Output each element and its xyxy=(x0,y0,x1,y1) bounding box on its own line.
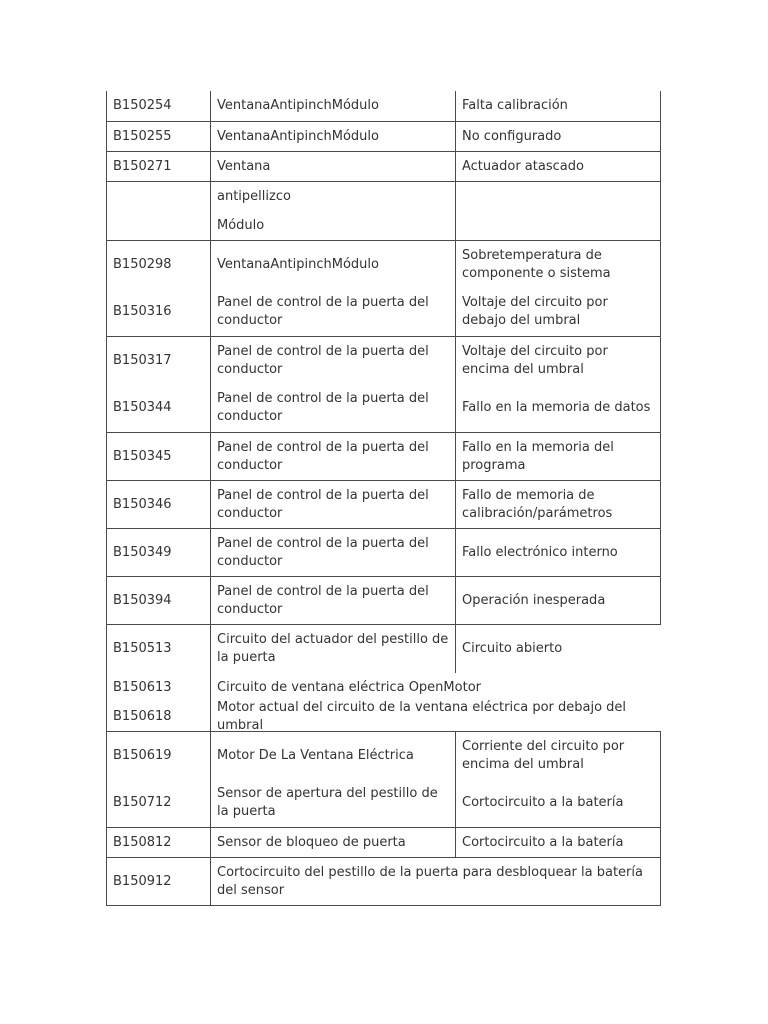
dtc-code: B150316 xyxy=(106,288,211,336)
dtc-description: No configurado xyxy=(455,122,661,151)
dtc-description xyxy=(455,182,661,211)
dtc-component: antipellizco xyxy=(217,188,291,204)
dtc-description: Actuador atascado xyxy=(455,152,661,181)
table-row xyxy=(106,779,661,827)
table-row xyxy=(106,857,661,906)
dtc-code: B150317 xyxy=(106,337,211,384)
dtc-description: Fallo en la memoria de datos xyxy=(455,384,661,432)
dtc-code: B150349 xyxy=(106,529,211,576)
dtc-description: Fallo electrónico interno xyxy=(455,529,661,576)
dtc-code: B150255 xyxy=(106,122,211,151)
dtc-description: Corriente del circuito por encima del umbral xyxy=(455,732,661,779)
dtc-description: Circuito abierto xyxy=(455,625,661,673)
table-row xyxy=(106,336,661,384)
dtc-code: B150513 xyxy=(106,625,211,673)
table-row xyxy=(106,211,661,240)
dtc-code: B150271 xyxy=(106,152,211,181)
table-row xyxy=(106,624,661,673)
dtc-code: B150298 xyxy=(106,241,211,288)
dtc-description: Fallo en la memoria del programa xyxy=(455,433,661,480)
dtc-code: B150345 xyxy=(106,433,211,480)
dtc-component: Ventana xyxy=(217,158,271,174)
dtc-code: B150613 xyxy=(106,673,211,702)
table-row xyxy=(106,480,661,528)
dtc-component: Panel de control de la puerta del conductor xyxy=(217,391,429,424)
dtc-component: Sensor de apertura del pestillo de la puerta xyxy=(217,786,438,819)
dtc-description: Operación inesperada xyxy=(455,577,661,624)
dtc-component: Motor actual del circuito de la ventana eléctrica por debajo del umbral xyxy=(217,699,627,733)
dtc-component: Módulo xyxy=(217,217,265,233)
dtc-component: Circuito de ventana eléctrica OpenMotor xyxy=(217,679,481,695)
table-row xyxy=(106,699,661,733)
dtc-code: B150812 xyxy=(106,828,211,857)
dtc-description: Fallo de memoria de calibración/parámetros xyxy=(455,481,661,528)
dtc-component: Panel de control de la puerta del conductor xyxy=(217,487,429,521)
table-row xyxy=(106,732,661,779)
dtc-code: B150344 xyxy=(106,384,211,432)
dtc-component: Panel de control de la puerta del conductor xyxy=(217,583,429,617)
dtc-code: B150712 xyxy=(106,779,211,827)
dtc-code: B150619 xyxy=(106,732,211,779)
table-row xyxy=(106,91,661,121)
dtc-table xyxy=(106,91,661,906)
dtc-component: Sensor de bloqueo de puerta xyxy=(217,834,406,850)
dtc-code: B150912 xyxy=(106,858,211,905)
table-row xyxy=(106,240,661,288)
dtc-description: Cortocircuito a la batería xyxy=(455,828,661,857)
table-row xyxy=(106,151,661,181)
dtc-description xyxy=(455,211,661,240)
dtc-component: Panel de control de la puerta del conductor xyxy=(217,535,429,569)
dtc-description: Falta calibración xyxy=(455,91,661,121)
table-row xyxy=(106,432,661,480)
table-row xyxy=(106,576,661,624)
dtc-description: Voltaje del circuito por encima del umbral xyxy=(455,337,661,384)
dtc-component: Panel de control de la puerta del conductor xyxy=(217,295,429,328)
dtc-component: Panel de control de la puerta del conductor xyxy=(217,439,429,473)
table-row xyxy=(106,384,661,432)
dtc-component: VentanaAntipinchMódulo xyxy=(217,256,379,272)
dtc-component: Cortocircuito del pestillo de la puerta para desbloquear la batería del sensor xyxy=(211,858,661,905)
dtc-description: Voltaje del circuito por debajo del umbral xyxy=(455,288,661,336)
dtc-code xyxy=(106,211,211,240)
dtc-component: Panel de control de la puerta del conductor xyxy=(217,343,429,377)
dtc-description: Sobretemperatura de componente o sistema xyxy=(455,241,661,288)
dtc-description: Cortocircuito a la batería xyxy=(455,779,661,827)
table-row xyxy=(106,827,661,857)
table-row xyxy=(106,121,661,151)
table-row xyxy=(106,288,661,336)
dtc-code: B150394 xyxy=(106,577,211,624)
dtc-code: B150346 xyxy=(106,481,211,528)
table-row xyxy=(106,528,661,576)
dtc-component: VentanaAntipinchMódulo xyxy=(217,98,379,113)
dtc-code: B150254 xyxy=(106,91,211,121)
table-row xyxy=(106,181,661,211)
dtc-component: Motor De La Ventana Eléctrica xyxy=(217,747,414,763)
dtc-code xyxy=(106,182,211,211)
dtc-code: B150618 xyxy=(106,702,211,731)
dtc-component: VentanaAntipinchMódulo xyxy=(217,128,379,144)
dtc-component: Circuito del actuador del pestillo de la puerta xyxy=(217,632,449,665)
